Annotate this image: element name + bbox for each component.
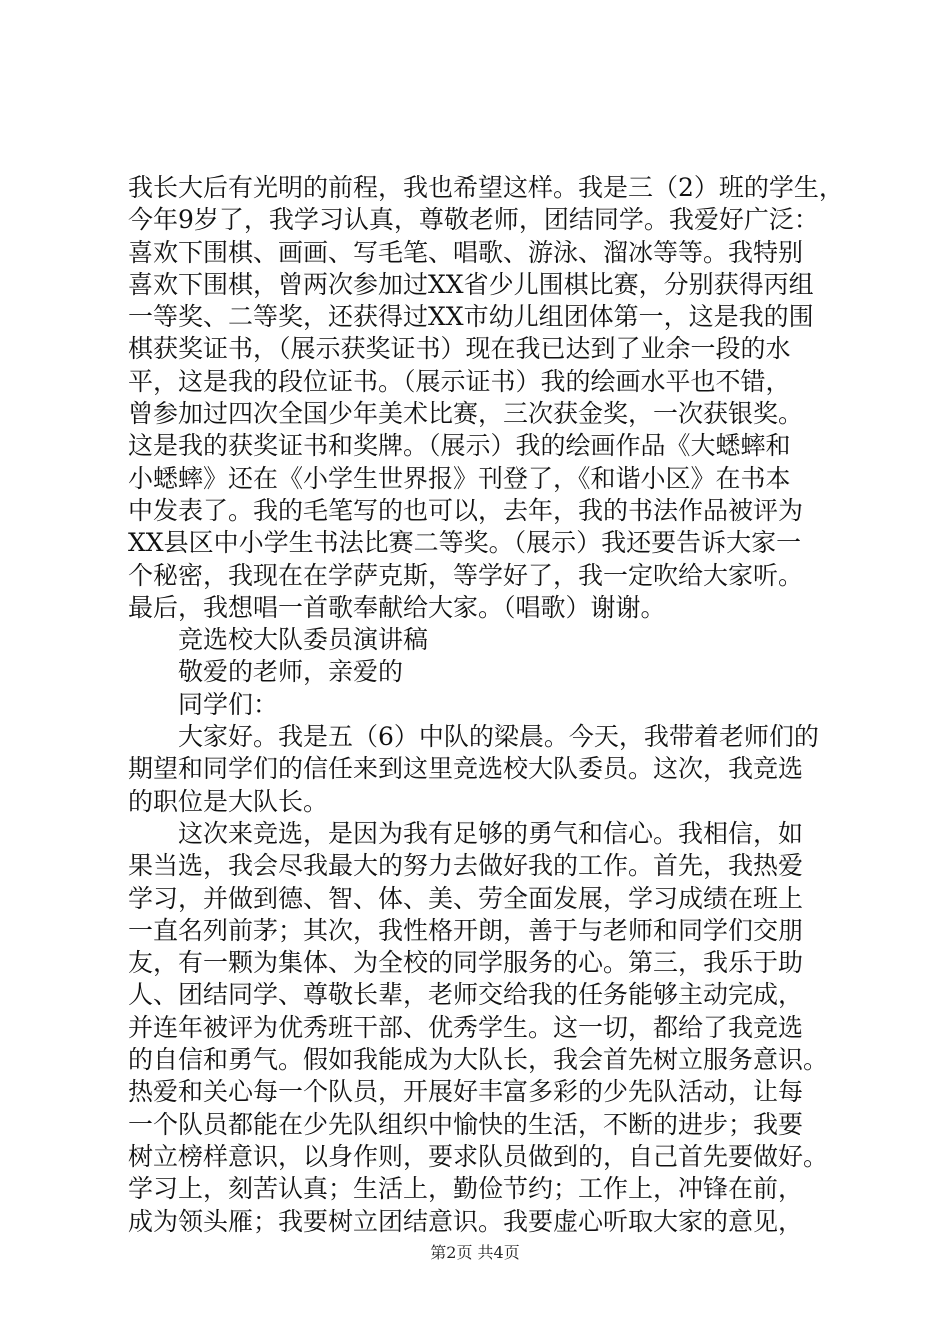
text-line: 果当选，我会尽我最大的努力去做好我的工作。首先，我热爱 [128, 851, 804, 881]
text-line: 这是我的获奖证书和奖牌。（展示）我的绘画作品《大蟋蟀和 [128, 431, 791, 461]
text-line: 期望和同学们的信任来到这里竞选校大队委员。这次，我竞选 [128, 754, 804, 784]
text-line: 的自信和勇气。假如我能成为大队长，我会首先树立服务意识。 [128, 1045, 829, 1075]
text-line: XX县区中小学生书法比赛二等奖。（展示）我还要告诉大家一 [128, 528, 802, 558]
text-line: 学习，并做到德、智、体、美、劳全面发展，学习成绩在班上 [128, 883, 804, 913]
salutation-line: 同学们： [128, 689, 279, 719]
text-line: 一个队员都能在少先队组织中愉快的生活，不断的进步；我要 [128, 1109, 804, 1139]
text-line: 树立榜样意识，以身作则，要求队员做到的，自己首先要做好。 [128, 1141, 829, 1171]
text-line: 的职位是大队长。 [128, 786, 329, 816]
text-line: 个秘密，我现在在学萨克斯，等学好了，我一定吹给大家听。 [128, 560, 804, 590]
text-line: 棋获奖证书，（展示获奖证书）现在我已达到了业余一段的水 [128, 334, 791, 364]
text-line: 热爱和关心每一个队员，开展好丰富多彩的少先队活动，让每 [128, 1077, 804, 1107]
page-number: 第2页 共4页 [430, 1243, 520, 1262]
text-line: 小蟋蟀》还在《小学生世界报》刊登了，《和谐小区》在书本 [128, 463, 791, 493]
body-text [128, 172, 844, 1238]
section-title: 竞选校大队委员演讲稿 [128, 625, 429, 655]
text-line: 最后，我想唱一首歌奉献给大家。（唱歌）谢谢。 [128, 592, 666, 622]
text-line: 大家好。我是五（6）中队的梁晨。今天，我带着老师们的 [128, 722, 819, 752]
text-line: 平，这是我的段位证书。（展示证书）我的绘画水平也不错， [128, 366, 791, 396]
page-footer [0, 1243, 950, 1263]
salutation-line: 敬爱的老师，亲爱的 [128, 657, 404, 687]
text-line: 学习上，刻苦认真；生活上，勤俭节约；工作上，冲锋在前， [128, 1174, 804, 1204]
text-line: 喜欢下围棋、画画、写毛笔、唱歌、游泳、溜冰等等。我特别 [128, 237, 804, 267]
text-line: 友，有一颗为集体、为全校的同学服务的心。第三，我乐于助 [128, 948, 804, 978]
text-line: 曾参加过四次全国少年美术比赛，三次获金奖，一次获银奖。 [128, 399, 804, 429]
text-line: 喜欢下围棋，曾两次参加过XX省少儿围棋比赛，分别获得丙组 [128, 269, 814, 299]
text-line: 一直名列前茅；其次，我性格开朗，善于与老师和同学们交朋 [128, 915, 804, 945]
text-line: 人、团结同学、尊敬长辈，老师交给我的任务能够主动完成， [128, 980, 804, 1010]
text-line: 中发表了。我的毛笔写的也可以，去年，我的书法作品被评为 [128, 495, 804, 525]
text-line: 成为领头雁；我要树立团结意识。我要虚心听取大家的意见， [128, 1206, 804, 1236]
text-line: 这次来竞选，是因为我有足够的勇气和信心。我相信，如 [128, 818, 804, 848]
text-line: 并连年被评为优秀班干部、优秀学生。这一切，都给了我竞选 [128, 1012, 804, 1042]
text-line: 我长大后有光明的前程，我也希望这样。我是三（2）班的学生， [128, 173, 844, 202]
text-line: 一等奖、二等奖，还获得过XX市幼儿组团体第一，这是我的围 [128, 302, 814, 332]
text-line: 今年9岁了，我学习认真，尊敬老师，团结同学。我爱好广泛： [128, 205, 819, 235]
